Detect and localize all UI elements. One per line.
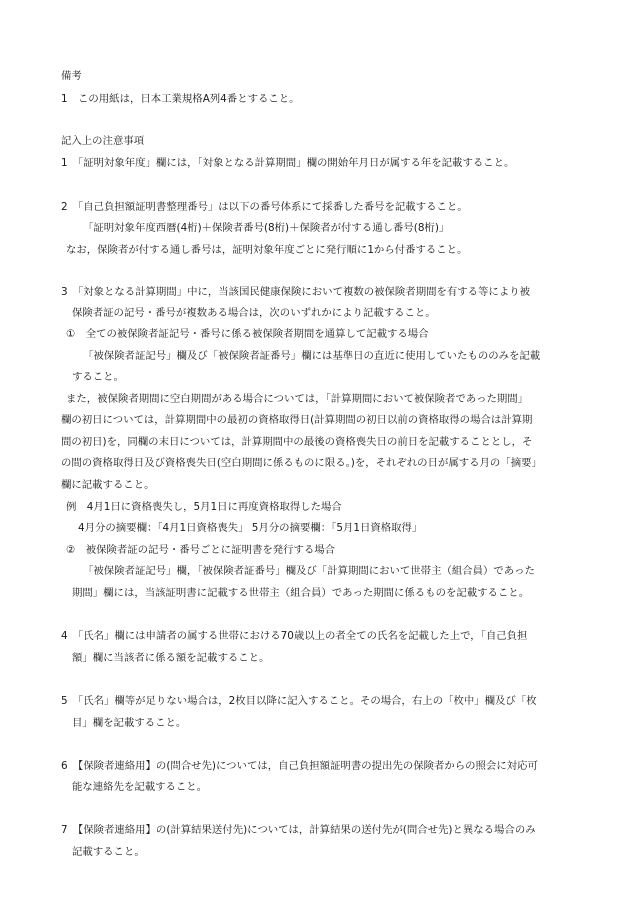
note-3-case-1-title: ① 全ての被保険者証記号・番号に係る被保険者期間を通算して記載する場合 — [66, 328, 429, 340]
note-7-line-2: 記載すること。 — [72, 846, 145, 858]
note-3-paragraph-line-4: の間の資格取得日及び資格喪失日(空白期間に係るものに限る。)を，それぞれの日が属する月の「摘要」 — [61, 457, 542, 469]
note-7-line-1: 7 【保険者連絡用】の(計算結果送付先)については，計算結果の送付先が(問合せ先)と異なる場合のみ — [61, 824, 536, 836]
note-3-line-2: 保険者証の記号・番号が複数ある場合は，次のいずれかにより記載すること。 — [72, 307, 436, 319]
note-3-example-line-1: 例 4月1日に資格喪失し，5月1日に再度資格取得した場合 — [66, 501, 342, 513]
note-3-paragraph-line-5: 欄に記載すること。 — [61, 479, 155, 491]
remarks-heading: 備考 — [61, 70, 82, 82]
note-3-case-2-title: ② 被保険者証の記号・番号ごとに証明書を発行する場合 — [66, 544, 336, 556]
note-3-case-1-line-2: すること。 — [72, 371, 124, 383]
notes-heading: 記入上の注意事項 — [61, 135, 145, 147]
note-3-paragraph-line-1: また，被保険者期間に空白期間がある場合については，「計算期間において被保険者であった期間」 — [66, 393, 529, 405]
note-4-line-2: 額」欄に当該者に係る額を記載すること。 — [72, 652, 270, 664]
note-6-line-2: 能な連絡先を記載すること。 — [72, 781, 208, 793]
note-2-line-1: 2 「自己負担額証明書整理番号」は以下の番号体系にて採番した番号を記載すること。 — [61, 201, 468, 213]
note-2-line-3: なお，保険者が付する通し番号は，証明対象年度ごとに発行順に1から付番すること。 — [66, 244, 468, 256]
note-3-example-line-2: 4月分の摘要欄：「4月1日資格喪失」 5月分の摘要欄：「5月1日資格取得」 — [78, 522, 423, 534]
note-1: 1 「証明対象年度」欄には，「対象となる計算期間」欄の開始年月日が属する年を記載すること。 — [61, 157, 515, 169]
note-2-line-2: 「証明対象年度西暦(4桁)＋保険者番号(8桁)＋保険者が付する通し番号(8桁)」 — [83, 222, 450, 234]
note-5-line-2: 目」欄を記載すること。 — [72, 717, 187, 729]
note-4-line-1: 4 「氏名」欄には申請者の属する世帯における70歳以上の者全ての氏名を記載した上で，「自己負担 — [61, 630, 528, 642]
note-3-case-1-line-1: 「被保険者証記号」欄及び「被保険者証番号」欄には基準日の直近に使用していたもののみを記載 — [83, 350, 541, 362]
remarks-item-1: 1 この用紙は，日本工業規格A列4番とすること。 — [61, 93, 300, 105]
note-3-paragraph-line-2: 欄の初日については，計算期間中の最初の資格取得日(計算期間の初日以前の資格取得の場合は計算期 — [61, 414, 533, 426]
note-3-line-1: 3 「対象となる計算期間」中に，当該国民健康保険において複数の被保険者期間を有する等により被 — [61, 286, 530, 298]
note-3-case-2-line-2: 期間」欄には，当該証明書に記載する世帯主（組合員）であった期間に係るものを記載すること。 — [72, 587, 530, 599]
note-3-paragraph-line-3: 間の初日)を，同欄の末日については，計算期間中の最後の資格喪失日の前日を記載することとし，そ — [61, 436, 533, 448]
note-5-line-1: 5 「氏名」欄等が足りない場合は，2枚目以降に記入すること。その場合，右上の「枚中」欄及び「枚 — [61, 695, 537, 707]
note-3-case-2-line-1: 「被保険者証記号」欄，「被保険者証番号」欄及び「計算期間において世帯主（組合員）であった — [83, 565, 535, 577]
note-6-line-1: 6 【保険者連絡用】の(問合せ先)については，自己負担額証明書の提出先の保険者からの照会に対応可 — [61, 760, 538, 772]
